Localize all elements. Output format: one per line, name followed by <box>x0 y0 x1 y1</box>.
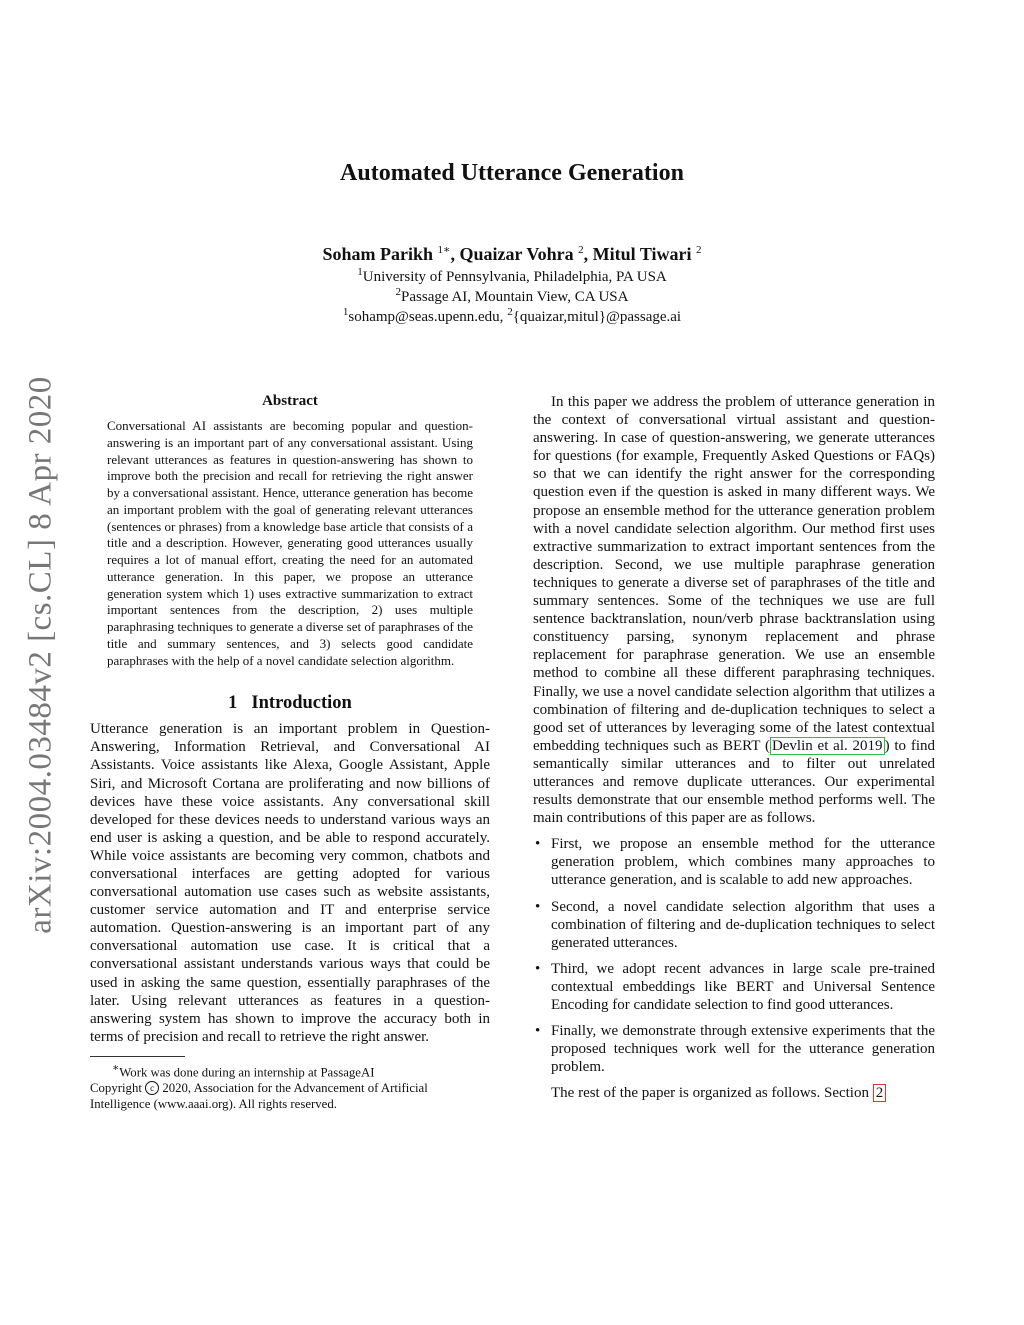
copyright-icon: c <box>145 1081 159 1095</box>
section-reference-link[interactable]: 2 <box>873 1084 887 1102</box>
author-name: Soham Parikh <box>322 244 433 264</box>
bullet-icon: • <box>535 898 541 915</box>
email-mark: 2 <box>507 306 513 318</box>
body-paragraph <box>533 393 935 827</box>
author-affiliation-mark: 2 <box>696 244 702 256</box>
email-address: {quaizar,mitul}@passage.ai <box>512 309 682 325</box>
affiliation-mark: 2 <box>395 286 402 298</box>
affiliation-mark: 1 <box>357 266 363 278</box>
affiliation-text: Passage AI, Mountain View, CA USA <box>401 289 629 305</box>
footnote-note: Work was done during an internship at PassageAI <box>119 1065 375 1080</box>
section-heading-introduction <box>90 693 490 714</box>
abstract-text: Conversational AI assistants are becoming popular and question-answering is an important part of any conversational assistant. Using relevant utterances as features in question-answering has shown to improve both the precision and recall for retrieving the right answer by a conversational assistant. Hence, utterance generation has become an important problem with the goal of generating relevant utterances (sentences or phrases) from a knowledge base article that consists of a title and a description. However, generating good utterances usually requires a lot of manual effort, creating the need for an automated utterance generation. In this paper, we propose an utterance generation system which 1) uses extractive summarization to extract important sentences from the description, 2) uses multiple paraphrasing techniques to generate a diverse set of paraphrases of the title and summary sentences, and 3) selects good candidate paraphrases with the help of a novel candidate selection algorithm. <box>107 418 474 668</box>
copyright-text: 2020, Association for the Advancement of Artificial Intelligence (www.aaai.org). All rights reserved. <box>90 1081 428 1112</box>
affiliation-text: University of Pennsylvania, Philadelphia, PA USA <box>362 269 667 285</box>
paragraph-text: The rest of the paper is organized as follows. Section <box>551 1085 869 1102</box>
bullet-icon: • <box>535 836 541 853</box>
author-name: Mitul Tiwari <box>592 244 692 264</box>
list-item <box>533 835 935 889</box>
citation-link[interactable]: Devlin et al. 2019 <box>771 737 883 754</box>
affiliation-line <box>0 286 1024 306</box>
footnote-text <box>90 1061 490 1080</box>
list-item-text: Second, a novel candidate selection algorithm that uses a combination of filtering and de-duplication techniques to select generated utterances. <box>551 898 935 951</box>
copyright-prefix: Copyright <box>90 1081 142 1096</box>
bullet-icon: • <box>535 960 541 977</box>
list-item <box>533 960 935 1014</box>
right-column <box>533 393 935 1102</box>
paragraph-text: In this paper we address the problem of utterance generation in the context of conversational virtual assistant and question-answering. In case of question-answering, we generate utterances for questions (for example, Frequently Asked Questions or FAQs) so that we can identify the right answer for the corresponding question even if the question is asked in many different ways. We propose an ensemble method for the utterance generation problem with a novel candidate selection algorithm. Our method first uses extractive summarization to extract important sentences from the description. Second, we use multiple paraphrase generation techniques to generate a diverse set of paraphrases of the title and summary sentences. Some of the techniques we use are full sentence backtranslation, noun/verb phrase backtranslation using constituency parsing, synonym replacement and phrase replacement for paraphrase generation. We use an ensemble method to combine all these different paraphrasing techniques. Finally, we use a novel candidate selection algorithm that utilizes a combination of filtering and de-duplication techniques to select a good set of utterances by leveraging some of the latest contextual embedding techniques such as BERT ( <box>533 394 935 754</box>
body-paragraph <box>533 1084 935 1102</box>
list-item <box>533 1022 935 1076</box>
email-line <box>0 306 1024 326</box>
footnote-rule <box>90 1056 185 1057</box>
author-list: Soham Parikh $^{1∗}$, Quaizar Vohra $^2$, Mitul Tiwari $^2$ <box>322 244 702 264</box>
contributions-list <box>533 835 935 1076</box>
list-item-text: First, we propose an ensemble method for the utterance generation problem, which combines many approaches to utterance generation, and is scalable to add new approaches. <box>551 836 935 889</box>
author-name: Quaizar Vohra <box>459 244 574 264</box>
section-title: Introduction <box>251 693 352 714</box>
author-affiliation-mark: 2 <box>578 244 584 256</box>
paper-title: Automated Utterance Generation <box>340 160 684 186</box>
list-item <box>533 898 935 952</box>
email-address: sohamp@seas.upenn.edu, <box>348 309 504 325</box>
paragraph-text: ) to find semantically similar utterances and to filter out unrelated utterances and remove duplicate utterances. Our experimental results demonstrate that our ensemble method performs well. The main contributions of this paper are as follows. <box>533 737 935 827</box>
abstract-heading: Abstract <box>262 393 318 409</box>
list-item-text: Finally, we demonstrate through extensive experiments that the proposed techniques work well for the utterance generation problem. <box>551 1023 935 1076</box>
list-item-text: Third, we adopt recent advances in large scale pre-trained contextual embeddings like BERT and Universal Sentence Encoding for candidate selection to find good utterances. <box>551 960 935 1013</box>
section-number: 1 <box>228 693 238 714</box>
footnote-mark: ∗ <box>112 1062 120 1074</box>
bullet-icon: • <box>535 1023 541 1040</box>
left-column <box>90 393 490 1112</box>
affiliation-line <box>0 266 1024 286</box>
arxiv-identifier: arXiv:2004.03484v2 [cs.CL] 8 Apr 2020 <box>22 376 59 934</box>
email-mark: 1 <box>342 306 349 318</box>
arxiv-sidebar-stamp <box>16 365 66 945</box>
author-affiliation-mark: 1∗ <box>437 244 451 256</box>
intro-paragraph: Utterance generation is an important problem in Question-Answering, Information Retrieval, and Conversational AI Assistants. Voice assistants like Alexa, Google Assistant, Apple Siri, and Microsoft Cortana are proliferating and now billions of devices have these voice assistants. Any conversational skill developed for these devices needs to understand various ways an end user is asking a question, and be able to respond accurately. While voice assistants are becoming very common, chatbots and conversational interfaces are getting adopted for various conversational automation use cases such as website assistants, customer service automation and IT and enterprise service automation. Question-answering is an important part of any conversational automation use case. It is critical that a conversational assistant understands various ways that could be used in asking the same question, essentially paraphrases of the later. Using relevant utterances as features in a question-answering system has shown to improve the accuracy both in terms of precision and recall to retrieve the right answer. <box>90 721 490 1045</box>
copyright-notice <box>90 1080 490 1112</box>
